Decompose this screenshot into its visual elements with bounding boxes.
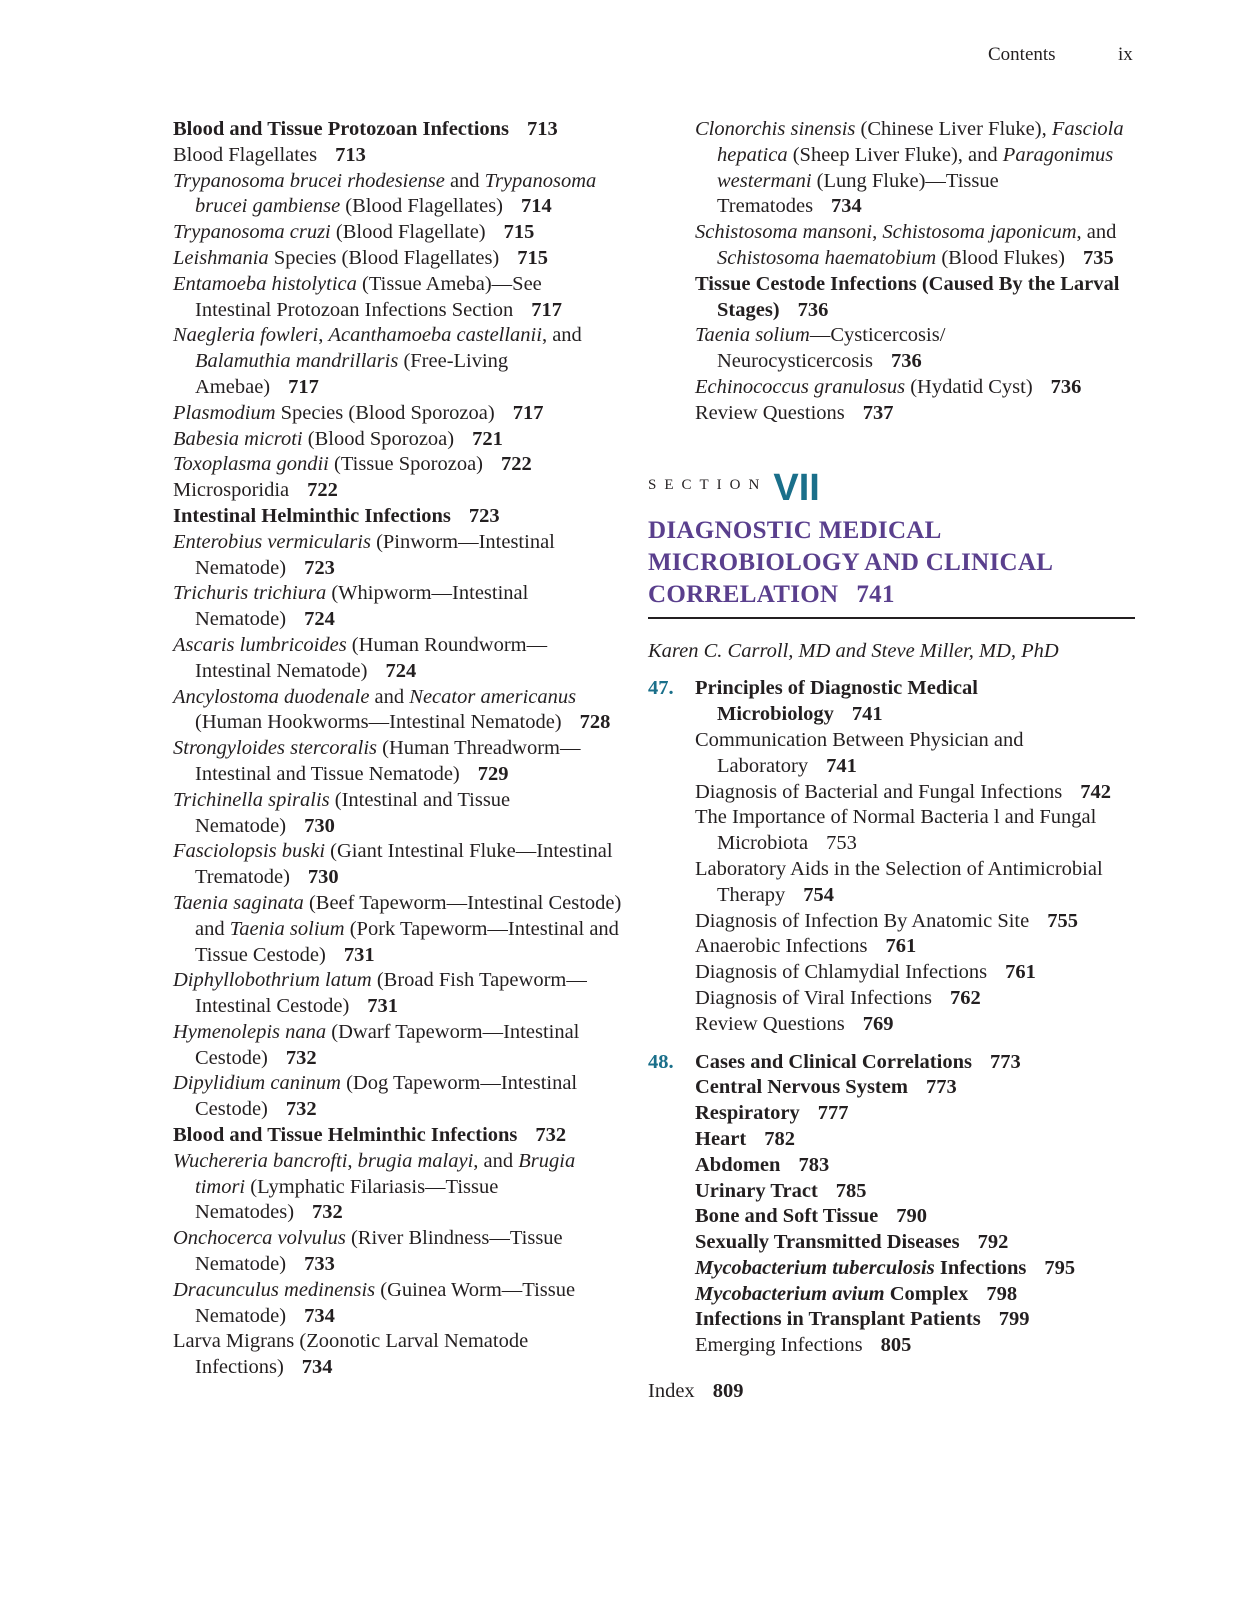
toc-entry[interactable] [173, 891, 623, 968]
toc-entry[interactable] [173, 1329, 623, 1381]
chapter-item[interactable] [695, 780, 1140, 806]
entry-text: —Cysticercosis/ Neurocysticercosis [717, 324, 946, 373]
entry-text: (River Blindness—Tissue Nematode) [195, 1227, 563, 1276]
toc-entry[interactable] [173, 1071, 623, 1123]
toc-entry[interactable] [173, 401, 623, 427]
entry-page-number: 717 [531, 298, 562, 321]
section-heading [648, 463, 1140, 507]
index-page: 809 [712, 1380, 744, 1403]
entry-italic-text: Acanthamoeba castellanii [328, 324, 542, 347]
entry-text: (Dwarf Tapeworm—Intestinal Cestode) [195, 1020, 580, 1069]
entry-text: (Sheep Liver Fluke), and [787, 143, 1003, 166]
entry-text: and [444, 169, 485, 192]
chapter-block [648, 676, 1140, 1037]
entry-text: (Human Roundworm—Intestinal Nematode) [195, 633, 548, 682]
entry-italic-text: Brugia timori [195, 1149, 576, 1198]
entry-page-number: 795 [1044, 1256, 1076, 1279]
index-label: Index [648, 1380, 695, 1403]
entry-text: (Broad Fish Tapeworm—Intestinal Cestode) [195, 969, 587, 1018]
entry-page-number: 735 [1082, 246, 1114, 269]
chapter-item[interactable] [695, 986, 1140, 1012]
entry-page-number: 733 [304, 1253, 335, 1276]
entry-text: Microsporidia [173, 479, 290, 502]
entry-italic-text: Babesia microti [173, 427, 303, 450]
entry-page-number: 734 [301, 1356, 333, 1379]
entry-text: The Importance of Normal Bacteria l and Fungal Microbiota [695, 806, 1097, 855]
entry-text: (Blood Flukes) [936, 246, 1065, 269]
toc-subheading[interactable] [173, 504, 623, 530]
entry-italic-text: Necator americanus [409, 685, 577, 708]
entry-page-number: 713 [527, 118, 558, 140]
entry-page-number: 742 [1080, 780, 1111, 803]
entry-page-number: 732 [285, 1046, 317, 1069]
entry-page-number: 783 [798, 1153, 830, 1176]
entry-page-number: 731 [343, 943, 375, 966]
chapter-number: 47. [648, 677, 674, 700]
entry-page-number: 754 [803, 883, 835, 906]
entry-page-number: 729 [477, 762, 509, 785]
chapter-title-text: Cases and Clinical Correlations [695, 1050, 972, 1073]
entry-page-number: 734 [304, 1304, 335, 1327]
chapter-item[interactable] [695, 857, 1140, 909]
entry-text: (Blood Flagellates) [340, 195, 504, 218]
entry-page-number: 715 [517, 246, 549, 269]
entry-page-number: 722 [307, 479, 338, 502]
entry-italic-text: Balamuthia mandrillaris [195, 350, 399, 373]
entry-text: , [872, 221, 883, 244]
entry-text: , [347, 1149, 358, 1172]
toc-entry[interactable] [173, 839, 623, 891]
entry-italic-text: Paragonimus westermani [717, 143, 1114, 192]
entry-text: (Blood Sporozoa) [302, 427, 455, 450]
entry-text: Diagnosis of Infection By Anatomic Site [695, 909, 1030, 932]
entry-text: (Pinworm—Intestinal Nematode) [195, 530, 555, 579]
entry-italic-text: Entamoeba histolytica [173, 272, 357, 295]
entry-page-number: 728 [579, 711, 611, 734]
toc-entry[interactable] [173, 685, 623, 737]
toc-entry[interactable] [695, 375, 1140, 401]
toc-entry[interactable] [173, 478, 623, 504]
entry-page-number: 732 [285, 1098, 317, 1121]
entry-italic-text: Schistosoma haematobium [717, 246, 937, 269]
entry-page-number: 724 [304, 608, 335, 631]
toc-entry[interactable] [695, 323, 1140, 375]
entry-text: Emerging Infections [695, 1334, 863, 1357]
entry-italic-text: Enterobius vermicularis [173, 530, 371, 553]
entry-italic-text: Trypanosoma cruzi [173, 221, 331, 244]
entry-italic-text: Fasciolopsis buski [173, 840, 326, 863]
entry-text: Tissue Cestode Infections (Caused By the Larval Stages) [695, 272, 1120, 321]
entry-italic-text: Diphyllobothrium latum [173, 969, 372, 992]
entry-text: Abdomen [695, 1153, 781, 1176]
entry-text: Blood and Tissue Helminthic Infections [173, 1124, 518, 1147]
entry-italic-text: Taenia solium [229, 917, 345, 940]
entry-text: Bone and Soft Tissue [695, 1205, 879, 1228]
section-title[interactable] [648, 515, 1140, 611]
entry-text: , and [1076, 221, 1117, 244]
index-entry[interactable] [648, 1379, 1140, 1405]
entry-page-number: 723 [468, 504, 500, 527]
entry-page-number: 805 [880, 1334, 912, 1357]
entry-italic-text: Trichuris trichiura [173, 582, 327, 605]
entry-text: and [369, 685, 410, 708]
running-header [0, 44, 1236, 70]
section-divider [648, 617, 1135, 619]
entry-text: Species (Blood Sporozoa) [275, 401, 495, 424]
toc-subheading[interactable] [695, 272, 1140, 324]
entry-page-number: 715 [503, 221, 535, 244]
entry-page-number: 773 [925, 1076, 957, 1099]
toc-entry[interactable] [173, 220, 623, 246]
page-number: ix [1118, 44, 1133, 65]
chapter-item[interactable] [695, 960, 1140, 986]
entry-text: (Pork Tapeworm—Intestinal and Tissue Cestode) [195, 917, 619, 966]
chapter-title-text: Principles of Diagnostic Medical Microbiology [695, 677, 978, 726]
entry-page-number: 790 [896, 1205, 927, 1228]
chapter-block [648, 1050, 1140, 1360]
entry-page-number: 736 [1050, 375, 1082, 398]
entry-page-number: 721 [472, 427, 503, 450]
entry-page-number: 761 [1005, 961, 1036, 984]
entry-text: (Giant Intestinal Fluke—Intestinal Trematode) [195, 840, 613, 889]
entry-italic-text: Schistosoma japonicum [882, 221, 1077, 244]
entry-page-number: 798 [986, 1282, 1018, 1305]
entry-text: Central Nervous System [695, 1076, 908, 1099]
entry-text: Heart [695, 1127, 747, 1150]
section-word: SECTION [648, 476, 768, 493]
toc-entry[interactable] [695, 401, 1140, 427]
entry-text: (Lymphatic Filariasis—Tissue Nematodes) [195, 1175, 499, 1224]
entry-text: Diagnosis of Viral Infections [695, 986, 932, 1009]
entry-text: Review Questions [695, 1012, 845, 1035]
running-header-label: Contents [988, 44, 1056, 65]
entry-page-number: 785 [835, 1179, 867, 1202]
entry-page-number: 761 [885, 935, 917, 958]
entry-text: (Free-Living Amebae) [195, 350, 509, 398]
entry-text: (Chinese Liver Fluke), [855, 118, 1052, 140]
entry-page-number: 714 [521, 195, 552, 218]
entry-page-number: 732 [312, 1201, 343, 1224]
chapter-item[interactable] [695, 1153, 1140, 1179]
entry-text: Laboratory Aids in the Selection of Antimicrobial Therapy [695, 857, 1103, 906]
entry-text: Diagnosis of Bacterial and Fungal Infections [695, 780, 1063, 803]
toc-entry[interactable] [173, 143, 623, 169]
entry-text: (Human Hookworms—Intestinal Nematode) [195, 711, 562, 734]
chapter-item[interactable] [695, 1282, 1140, 1308]
section-page: 741 [856, 580, 895, 608]
entry-page-number: 799 [998, 1308, 1030, 1331]
entry-italic-text: Fasciola hepatica [717, 118, 1124, 166]
toc-subheading[interactable] [173, 1123, 623, 1149]
chapter-page-number: 741 [851, 703, 883, 726]
entry-italic-text: Schistosoma mansoni [695, 221, 873, 244]
entry-italic-text: brugia malayi [357, 1149, 474, 1172]
entry-italic-text: Ancylostoma duodenale [173, 685, 370, 708]
entry-italic-text: Taenia saginata [173, 891, 304, 914]
entry-italic-text: Toxoplasma gondii [173, 453, 329, 476]
entry-page-number: 762 [949, 986, 981, 1009]
toc-entry[interactable] [173, 1278, 623, 1330]
entry-page-number: 722 [501, 453, 532, 476]
chapter-item[interactable] [695, 1101, 1140, 1127]
toc-entry[interactable] [173, 1226, 623, 1278]
chapter-item[interactable] [695, 1012, 1140, 1038]
entry-page-number: 777 [817, 1102, 849, 1125]
section-authors: Karen C. Carroll, MD and Steve Miller, MD, PhD [648, 639, 1059, 662]
entry-italic-text: Dracunculus medinensis [173, 1278, 376, 1301]
entry-italic-text: Trichinella spiralis [173, 788, 330, 811]
entry-page-number: 792 [977, 1231, 1009, 1254]
entry-italic-text: Naegleria fowleri [173, 324, 319, 347]
toc-entry[interactable] [173, 452, 623, 478]
entry-italic-text: Wuchereria bancrofti [173, 1149, 348, 1172]
chapter-number: 48. [648, 1050, 674, 1073]
entry-page-number: 717 [288, 375, 319, 398]
toc-entry[interactable] [173, 968, 623, 1020]
chapter-item[interactable] [695, 1333, 1140, 1359]
entry-text: (Beef Tapeworm—Intestinal Cestode) and [195, 891, 622, 940]
entry-page-number: 769 [862, 1012, 894, 1035]
entry-page-number: 732 [535, 1124, 567, 1147]
entry-text: Blood Flagellates [173, 143, 318, 166]
entry-text: (Whipworm—Intestinal Nematode) [195, 582, 529, 631]
entry-page-number: 730 [307, 866, 339, 889]
entry-page-number: 737 [862, 401, 894, 424]
entry-italic-text: Echinococcus granulosus [695, 375, 906, 398]
entry-text: (Intestinal and Tissue Nematode) [195, 788, 511, 837]
toc-entry[interactable] [173, 581, 623, 633]
chapter-item[interactable] [695, 934, 1140, 960]
entry-italic-text: Taenia solium [695, 324, 810, 347]
entry-text: Species (Blood Flagellates) [268, 246, 500, 269]
chapter-title[interactable] [695, 676, 1140, 728]
entry-text: (Blood Flagellate) [330, 221, 486, 244]
entry-page-number: 736 [797, 298, 829, 321]
entry-page-number: 731 [367, 995, 399, 1018]
entry-text: Blood and Tissue Protozoan Infections [173, 118, 510, 140]
entry-italic-text: Plasmodium [173, 401, 276, 424]
entry-page-number: 723 [304, 556, 335, 579]
entry-text: , and [541, 324, 582, 347]
entry-italic-text: Dipylidium caninum [173, 1072, 341, 1095]
toc-entry[interactable] [173, 169, 623, 221]
toc-entry[interactable] [173, 427, 623, 453]
entry-page-number: 734 [831, 195, 862, 218]
entry-italic-text: Mycobacterium tuberculosis [695, 1256, 935, 1279]
entry-text: Urinary Tract [695, 1179, 818, 1202]
section-title-text: DIAGNOSTIC MEDICAL MICROBIOLOGY AND CLINICAL CORRELATION [648, 516, 1052, 608]
toc-entry[interactable] [173, 323, 623, 400]
entry-text: Complex [884, 1282, 969, 1305]
chapter-item[interactable] [695, 1230, 1140, 1256]
entry-text: (Hydatid Cyst) [905, 375, 1033, 398]
toc-entry[interactable] [695, 117, 1140, 220]
toc-entry[interactable] [173, 246, 623, 272]
entry-italic-text: Trypanosoma brucei rhodesiense [173, 169, 445, 192]
toc-entry[interactable] [173, 788, 623, 840]
entry-page-number: 724 [385, 659, 417, 682]
entry-text: Respiratory [695, 1102, 800, 1125]
toc-entry[interactable] [173, 736, 623, 788]
chapter-list [648, 676, 1140, 1359]
toc-entry[interactable] [173, 530, 623, 582]
chapter-item[interactable] [695, 728, 1140, 780]
entry-text: (Tissue Ameba)—See Intestinal Protozoan Infections Section [195, 272, 542, 321]
chapter-item[interactable] [695, 1256, 1140, 1282]
entry-page-number: 741 [826, 754, 857, 777]
chapter-item[interactable] [695, 1307, 1140, 1333]
entry-page-number: 736 [890, 350, 922, 373]
entry-text: (Tissue Sporozoa) [328, 453, 484, 476]
chapter-item[interactable] [695, 1127, 1140, 1153]
entry-italic-text: Mycobacterium avium [695, 1282, 885, 1305]
entry-italic-text: Trypanosoma brucei gambiense [195, 169, 597, 218]
chapter-item[interactable] [695, 1075, 1140, 1101]
entry-page-number: 755 [1047, 909, 1078, 932]
entry-italic-text: Hymenolepis nana [173, 1020, 327, 1043]
toc-entry[interactable] [173, 1020, 623, 1072]
entry-text: , and [473, 1149, 519, 1172]
entry-italic-text: Ascaris lumbricoides [173, 633, 347, 656]
entry-page-number: 753 [826, 832, 857, 855]
chapter-item[interactable] [695, 909, 1140, 935]
toc-entry[interactable] [173, 1149, 623, 1226]
chapter-title[interactable] [695, 1050, 1140, 1076]
entry-text: Infections [934, 1256, 1027, 1279]
entry-page-number: 782 [764, 1127, 795, 1150]
chapter-page-number: 773 [989, 1050, 1021, 1073]
entry-italic-text: Onchocerca volvulus [173, 1227, 346, 1250]
entry-page-number: 730 [304, 814, 335, 837]
entry-text: Sexually Transmitted Diseases [695, 1231, 960, 1254]
toc-right-column [648, 117, 1140, 1405]
chapter-item[interactable] [695, 805, 1140, 857]
entry-text: Anaerobic Infections [695, 935, 868, 958]
entry-page-number: 713 [335, 143, 366, 166]
entry-text: Larva Migrans (Zoonotic Larval Nematode Infections) [173, 1330, 529, 1379]
entry-italic-text: Strongyloides stercoralis [173, 737, 378, 760]
section-number: VII [773, 466, 820, 509]
entry-page-number: 717 [512, 401, 544, 424]
entry-italic-text: Leishmania [173, 246, 269, 269]
toc-entry[interactable] [173, 633, 623, 685]
entry-text: (Human Threadworm—Intestinal and Tissue Nematode) [195, 737, 581, 785]
entry-text: (Lung Fluke)—Tissue Trematodes [717, 169, 999, 218]
chapter-item[interactable] [695, 1179, 1140, 1205]
toc-entry[interactable] [173, 272, 623, 324]
entry-italic-text: Clonorchis sinensis [695, 118, 856, 140]
entry-text: Diagnosis of Chlamydial Infections [695, 961, 988, 984]
entry-text: , [318, 324, 329, 347]
entry-text: Infections in Transplant Patients [695, 1308, 981, 1331]
entry-text: Review Questions [695, 401, 845, 424]
toc-entry[interactable] [695, 220, 1140, 272]
chapter-item[interactable] [695, 1204, 1140, 1230]
entry-text: (Guinea Worm—Tissue Nematode) [195, 1278, 576, 1327]
toc-subheading[interactable] [173, 117, 623, 143]
entry-text: (Dog Tapeworm—Intestinal Cestode) [195, 1072, 578, 1121]
entry-text: Communication Between Physician and Laboratory [695, 728, 1024, 777]
toc-left-column [173, 117, 623, 1381]
toc-continued-list [695, 117, 1140, 427]
entry-text: Intestinal Helminthic Infections [173, 504, 451, 527]
